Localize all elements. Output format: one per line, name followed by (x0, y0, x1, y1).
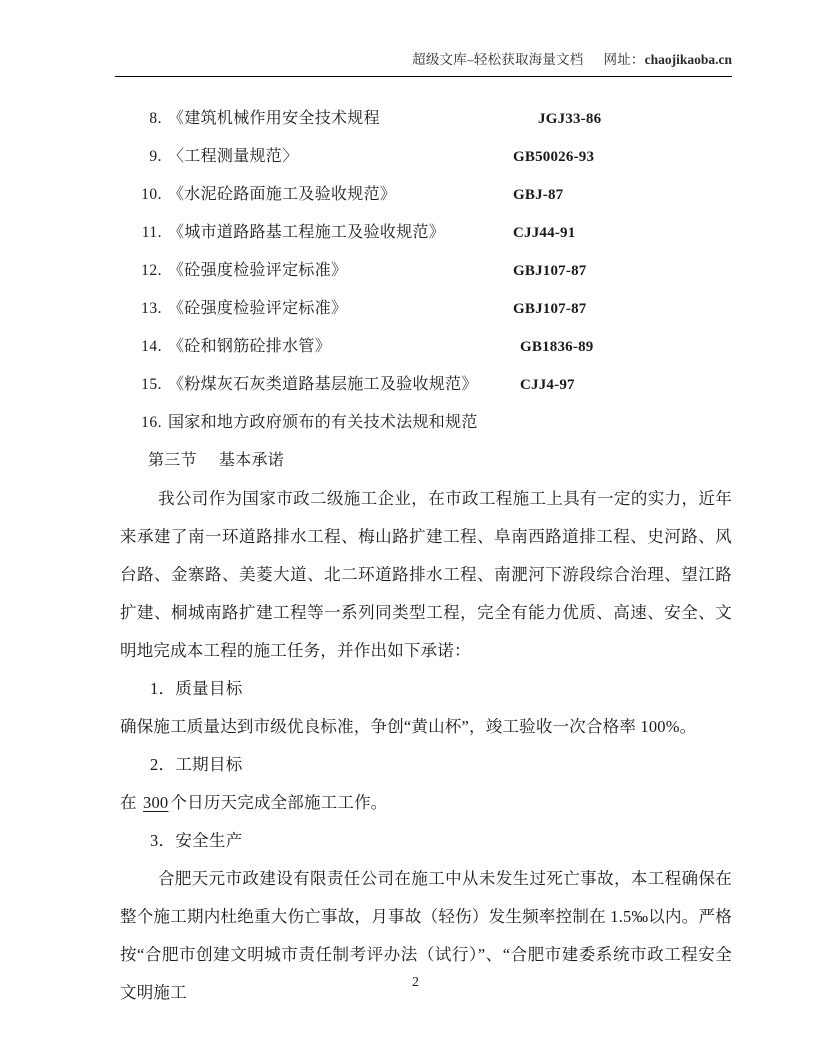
standard-title: 《水泥砼路面施工及验收规范》 (168, 186, 397, 203)
standard-title: 〈工程测量规范〉 (168, 148, 299, 165)
section-label: 第三节 (148, 452, 197, 469)
standard-title: 《砼强度检验评定标准》 (168, 262, 348, 279)
standard-code: JGJ33-86 (538, 111, 602, 127)
standard-number: 12. (141, 262, 162, 279)
commitment-body: 确保施工质量达到市级优良标准，争创“黄山杯”，竣工验收一次合格率 100%。 (120, 717, 697, 736)
standard-number: 13. (141, 300, 162, 317)
page-number: 2 (412, 975, 419, 990)
standard-title: 《城市道路路基工程施工及验收规范》 (168, 224, 446, 241)
standard-code: GBJ107-87 (513, 263, 587, 279)
commitment-title: 质量目标 (175, 679, 243, 698)
standard-number: 16. (141, 414, 162, 431)
section-heading (120, 442, 732, 480)
commitment-heading (120, 670, 732, 708)
page-content (120, 100, 732, 1012)
standard-number: 11. (141, 224, 162, 241)
duration-value[interactable]: 300 (143, 793, 169, 812)
header-text (412, 50, 732, 70)
commitment-number: 1． (150, 679, 176, 698)
commitment-number: 3． (150, 831, 176, 850)
duration-suffix: 个日历天完成全部施工工作。 (170, 793, 388, 812)
header-divider (115, 76, 732, 77)
standard-number: 9. (149, 148, 162, 165)
standard-title: 《砼和钢筋砼排水管》 (168, 338, 332, 355)
standard-number: 14. (141, 338, 162, 355)
commitment-number: 2． (150, 755, 176, 774)
commitment-heading (120, 746, 732, 784)
standard-row (120, 290, 732, 328)
section-title: 基本承诺 (218, 452, 285, 469)
commitments-block (120, 670, 732, 1012)
standard-title: 国家和地方政府颁布的有关技术法规和规范 (168, 414, 478, 431)
duration-prefix: 在 (120, 793, 137, 812)
standard-title: 《砼强度检验评定标准》 (168, 300, 348, 317)
standard-row (120, 214, 732, 252)
standard-code: CJJ4-97 (520, 377, 575, 393)
standard-title: 《粉煤灰石灰类道路基层施工及验收规范》 (168, 376, 478, 393)
standard-title: 《建筑机械作用安全技术规程 (168, 110, 380, 127)
standard-row (120, 176, 732, 214)
standard-row (120, 100, 732, 138)
standard-number: 15. (141, 376, 162, 393)
commitment-body: 合肥天元市政建设有限责任公司在施工中从未发生过死亡事故，本工程确保在整个施工期内杜绝重大伤亡事故，月事故（轻伤）发生频率控制在 1.5‰以内。严格按“合肥市创建文明城市责任制考评办法（试行）”、“合肥市建委系统市政工程安全文明施工 (120, 869, 732, 1002)
commitment-heading (120, 822, 732, 860)
header-brand: 超级文库–轻松获取海量文档 (412, 52, 584, 67)
standard-code: CJJ44-91 (513, 225, 576, 241)
standard-code: GB50026-93 (513, 149, 595, 165)
standard-code: GBJ107-87 (513, 301, 587, 317)
header-url-label: 网址： (603, 52, 645, 67)
standard-code: GB1836-89 (520, 339, 594, 355)
header-url: chaojikaoba.cn (644, 52, 732, 67)
standard-row (120, 138, 732, 176)
standard-row (120, 366, 732, 404)
standard-code: GBJ-87 (513, 187, 564, 203)
standard-number: 8. (149, 110, 162, 127)
standards-list (120, 100, 732, 442)
commitment-body (120, 784, 732, 822)
standard-row (120, 252, 732, 290)
standard-row (120, 328, 732, 366)
intro-paragraph: 我公司作为国家市政二级施工企业，在市政工程施工上具有一定的实力，近年来承建了南一环道路排水工程、梅山路扩建工程、阜南西路道排工程、史河路、风台路、金寨路、美菱大道、北二环道路排水工程、南淝河下游段综合治理、望江路扩建、桐城南路扩建工程等一系列同类型工程，完全有能力优质、高速、安全、文明地完成本工程的施工任务，并作出如下承诺： (120, 489, 732, 660)
commitment-title: 安全生产 (175, 831, 243, 850)
page-header (115, 50, 732, 86)
standard-row (120, 404, 732, 442)
commitment-title: 工期目标 (175, 755, 243, 774)
standard-number: 10. (141, 186, 162, 203)
